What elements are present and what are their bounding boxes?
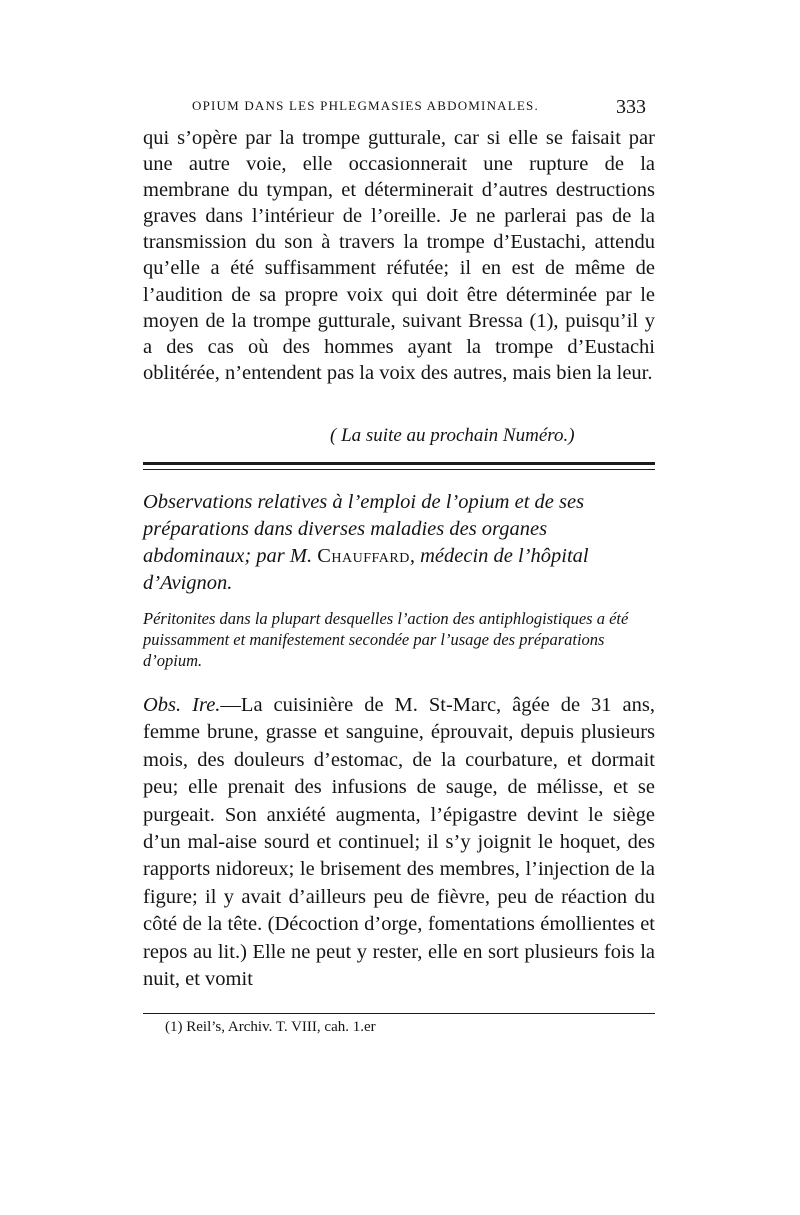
article-subtitle: Péritonites dans la plupart desquelles l’action des antiphlogistiques a été puissamment et manifestement secondée par l’usage des préparations d’opium. (143, 609, 629, 670)
page-number: 333 (616, 96, 646, 118)
continued-paragraph: qui s’opère par la trompe gutturale, car si elle se faisait par une autre voie, elle occasionnerait une rupture de la membrane du tympan, et déterminerait d’autres destructions graves dans l’intérieur de l’oreille. Je ne parlerai pas de la transmission du son à travers la trompe d’Eustachi, attendu qu’elle a été suffisamment réfutée; il en est de même de l’audition de sa propre voix qui doit être déterminée par le moyen de la trompe gutturale, suivant Bressa (1), puisqu’il y a des cas où des hommes ayant la trompe d’Eustachi oblitérée, n’entendent pas la voix des autres, mais bien la leur. (143, 127, 655, 384)
running-head: OPIUM DANS LES PHLEGMASIES ABDOMINALES. (192, 98, 539, 113)
article-title-part1: Observations relatives à l’emploi de l’opium et de ses préparations dans diverses maladies des organes abdominaux; par M. (143, 491, 585, 567)
article-title (143, 489, 655, 597)
footnote-rule (143, 1013, 655, 1014)
article-author: Chauffard (317, 545, 410, 567)
observation-label: Obs. Ire. (143, 694, 221, 716)
section-divider-thin (143, 469, 655, 470)
continuation-note: ( La suite au prochain Numéro.) (330, 425, 575, 446)
observation-paragraph (143, 692, 655, 993)
footnote: (1) Reil’s, Archiv. T. VIII, cah. 1.er (165, 1019, 376, 1035)
article-title-part2: , médecin de l’hôpital d’Avignon. (143, 545, 589, 594)
section-divider-thick (143, 462, 655, 465)
observation-text: —La cuisinière de M. St-Marc, âgée de 31 ans, femme brune, grasse et sanguine, éprouvait, depuis plusieurs mois, des douleurs d’estomac, de la courbature, et dormait peu; elle prenait des infusions de sauge, de mélisse, et se purgeait. Son anxiété augmenta, l’épigastre devint le siège d’un mal-aise sourd et continuel; il s’y joignit le hoquet, des rapports nidoreux; le brisement des membres, l’injection de la figure; il y avait d’ailleurs peu de fièvre, peu de réaction du côté de la tête. (Décoction d’orge, fomentations émollientes et repos au lit.) Elle ne peut y rester, elle en sort plusieurs fois la nuit, et vomit (143, 694, 655, 991)
